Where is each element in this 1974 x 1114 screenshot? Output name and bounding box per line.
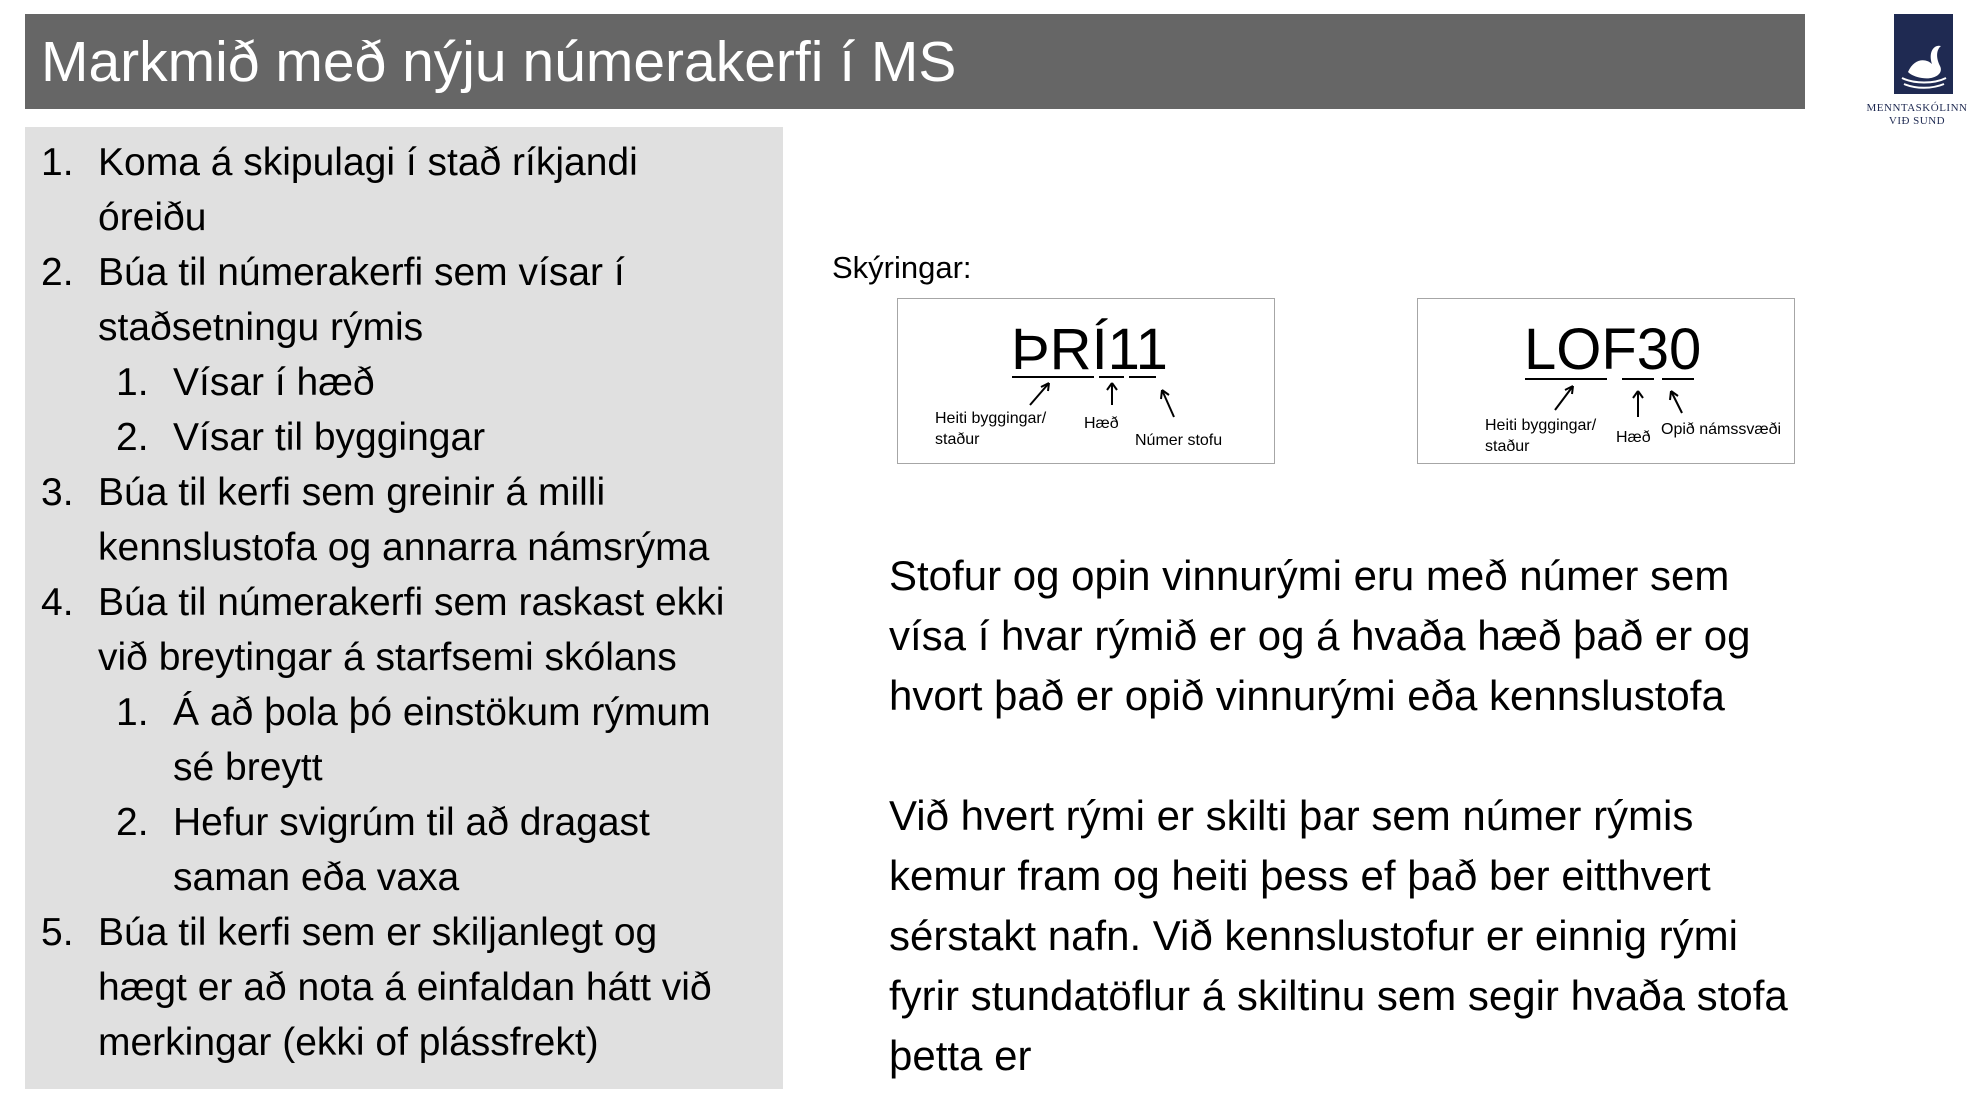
goal-text: Búa til númerakerfi sem vísar í <box>98 251 625 294</box>
subgoal-text: saman eða vaxa <box>173 856 460 899</box>
subgoal-number: 1. <box>116 691 149 734</box>
subgoal-number: 1. <box>116 361 149 404</box>
goal-text: Koma á skipulagi í stað ríkjandi <box>98 141 638 184</box>
code-example-box <box>1417 298 1795 464</box>
subgoal-text: sé breytt <box>173 746 323 789</box>
subgoal-text: Vísar í hæð <box>173 361 375 404</box>
arrow-icon <box>1555 386 1573 410</box>
label-building: Heiti byggingar/ <box>935 410 1047 427</box>
code-example-text: ÞRÍ11 <box>1011 317 1168 382</box>
label-floor: Hæð <box>1084 415 1119 432</box>
label-building: staður <box>1485 438 1530 455</box>
goal-text: óreiðu <box>98 196 207 239</box>
explanation-label: Skýringar: <box>832 250 972 285</box>
subgoal-number: 2. <box>116 801 149 844</box>
paragraph-line: fyrir stundatöflur á skiltinu sem segir hvaða stofa <box>889 972 1788 1019</box>
goal-text: merkingar (ekki of plássfrekt) <box>98 1021 599 1064</box>
goal-text: við breytingar á starfsemi skólans <box>98 636 677 679</box>
logo-text-line1: MENNTASKÓLINN <box>1866 102 1968 114</box>
paragraph-line: þetta er <box>889 1032 1032 1079</box>
goal-text: Búa til kerfi sem greinir á milli <box>98 471 606 514</box>
label-floor: Hæð <box>1616 429 1651 446</box>
subgoal-text: Á að þola þó einstökum rýmum <box>173 691 711 734</box>
subgoal-text: Hefur svigrúm til að dragast <box>173 801 650 844</box>
slide-title: Markmið með nýju númerakerfi í MS <box>41 29 957 94</box>
goal-text: staðsetningu rýmis <box>98 306 424 349</box>
label-open-area: Opið námssvæði <box>1661 421 1782 438</box>
label-room: Númer stofu <box>1135 432 1223 449</box>
swan-logo-icon <box>1894 14 1953 94</box>
goal-text: hægt er að nota á einfaldan hátt við <box>98 966 712 1009</box>
code-example-text: LOF30 <box>1524 317 1702 382</box>
title-bar <box>25 14 1805 109</box>
school-logo <box>1860 14 1974 134</box>
paragraph-line: Stofur og opin vinnurými eru með númer sem <box>889 552 1730 599</box>
paragraph-line: hvort það er opið vinnurými eða kennslustofa <box>889 672 1725 719</box>
paragraph-line: kemur fram og heiti þess ef það ber eitthvert <box>889 852 1711 899</box>
goal-text: kennslustofa og annarra námsrýma <box>98 526 710 569</box>
paragraph-line: sérstakt nafn. Við kennslustofur er einnig rými <box>889 912 1738 959</box>
label-building: Heiti byggingar/ <box>1485 417 1597 434</box>
subgoal-text: Vísar til byggingar <box>173 416 486 459</box>
goal-number: 2. <box>41 251 74 294</box>
code-example-box <box>897 298 1275 464</box>
label-building: staður <box>935 431 980 448</box>
goal-number: 4. <box>41 581 74 624</box>
goal-text: Búa til númerakerfi sem raskast ekki <box>98 581 725 624</box>
paragraph-line: Við hvert rými er skilti þar sem númer rýmis <box>889 792 1694 839</box>
paragraph-line: vísa í hvar rýmið er og á hvaða hæð það er og <box>889 612 1751 659</box>
goal-number: 3. <box>41 471 74 514</box>
arrow-icon <box>1030 383 1049 405</box>
logo-text-line2: VIÐ SUND <box>1888 115 1946 127</box>
goals-panel <box>25 127 783 1089</box>
goal-number: 1. <box>41 141 74 184</box>
subgoal-number: 2. <box>116 416 149 459</box>
goal-number: 5. <box>41 911 74 954</box>
goal-text: Búa til kerfi sem er skiljanlegt og <box>98 911 658 954</box>
